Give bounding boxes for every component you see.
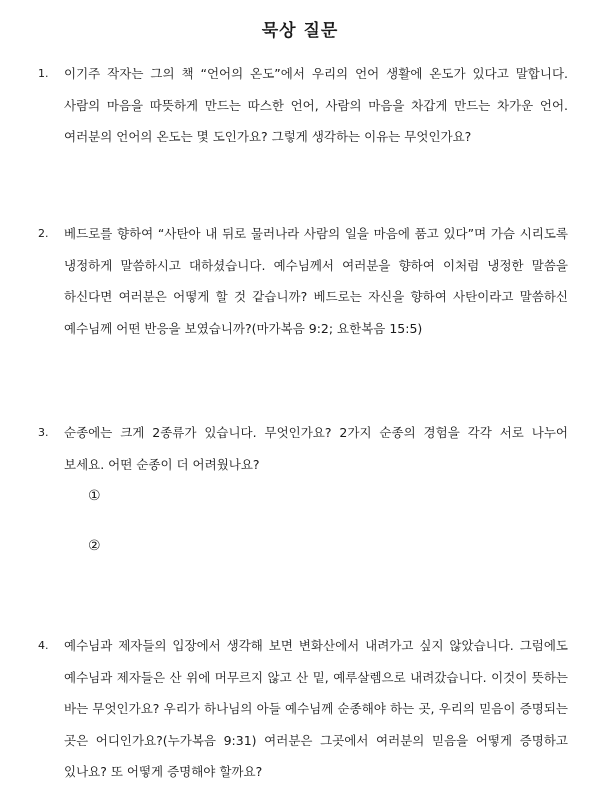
question-number: 4. — [38, 639, 49, 652]
answer-marker-1: ① — [88, 488, 101, 504]
question-text: 순종에는 크게 2종류가 있습니다. 무엇인가요? 2가지 순종의 경험을 각각 서로 나누어 보세요. 어떤 순종이 더 어려웠나요? — [64, 425, 568, 472]
question-2 — [38, 218, 568, 344]
question-3 — [38, 417, 568, 480]
answer-marker-2: ② — [88, 538, 101, 554]
question-number: 3. — [38, 426, 49, 439]
question-text: 베드로를 향하여 “사탄아 내 뒤로 물러나라 사람의 일을 마음에 품고 있다”며 가슴 시리도록 냉정하게 말씀하시고 대하셨습니다. 예수님께서 여러분을 향하여 이처럼 냉정한 말씀을 하신다면 여러분은 어떻게 할 것 같습니까? 베드로는 자신을 향하여 사탄이라고 말씀하신 예수님께 어떤 반응을 보였습니까?(마가복음 9:2; 요한복음 15:5) — [64, 226, 568, 336]
question-text: 이기주 작자는 그의 책 “언어의 온도”에서 우리의 언어 생활에 온도가 있다고 말합니다. 사람의 마음을 따뜻하게 만드는 따스한 언어, 사람의 마음을 차갑게 만드는 차가운 언어. 여러분의 언어의 온도는 몇 도인가요? 그렇게 생각하는 이유는 무엇인가요? — [64, 66, 568, 144]
question-1 — [38, 58, 568, 153]
question-text: 예수님과 제자들의 입장에서 생각해 보면 변화산에서 내려가고 싶지 않았습니다. 그럼에도 예수님과 제자들은 산 위에 머무르지 않고 산 밑, 예루살렘으로 내려갔습니다. 이것이 뜻하는 바는 무엇인가요? 우리가 하나님의 아들 예수님께 순종해야 하는 곳, 우리의 믿음이 증명되는 곳은 어디인가요?(누가복음 9:31) 여러분은 그곳에서 여러분의 믿음을 어떻게 증명하고 있나요? 또 어떻게 증명해야 할까요? — [64, 638, 568, 779]
question-number: 1. — [38, 67, 49, 80]
question-4 — [38, 630, 568, 788]
question-number: 2. — [38, 227, 49, 240]
page-title: 묵상 질문 — [261, 21, 339, 41]
